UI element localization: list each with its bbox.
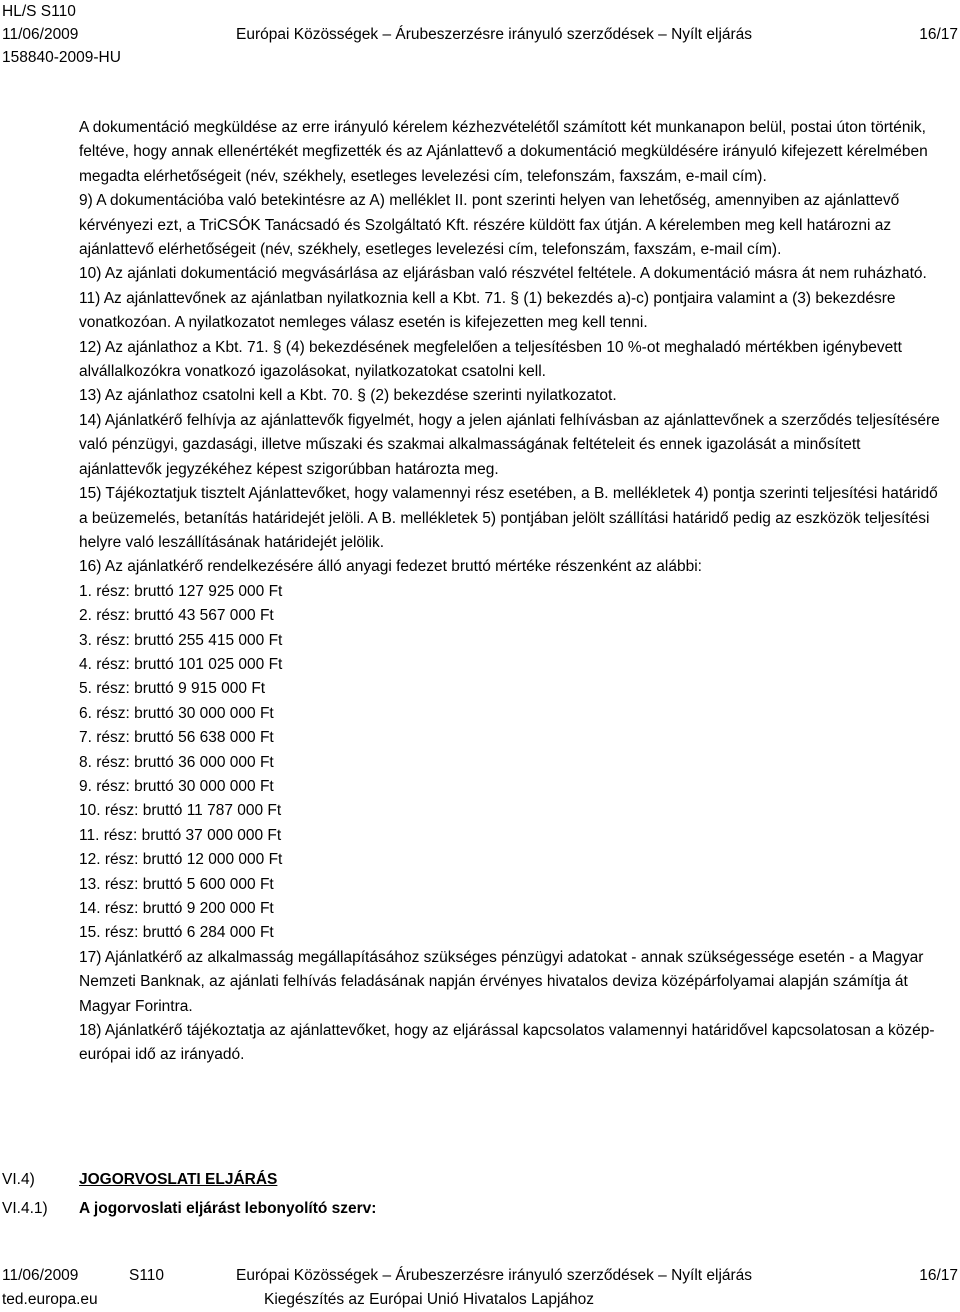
footer-site-link[interactable]: ted.europa.eu [2,1291,98,1308]
section-title: A jogorvoslati eljárást lebonyolító szerv: [79,1200,377,1217]
header-row-2 [2,23,958,46]
header-page-number: 16/17 [919,26,958,43]
footer-page-number: 16/17 [919,1267,958,1284]
footer-series: S110 [129,1267,165,1284]
footer-title: Európai Közösségek – Árubeszerzésre irányuló szerződések – Nyílt eljárás [236,1267,753,1284]
section-title: JOGORVOSLATI ELJÁRÁS [79,1171,278,1188]
paragraph-17: 17) Ajánlatkérő az alkalmasság megállapításához szükséges pénzügyi adatokat - annak szükségessége esetén - a Magyar Nemzeti Banknak, az ajánlati felhívás feladásának napján érvényes hivatalos deviza középárfolyamai alapján számítja át Magyar Forintra. [79,948,924,1015]
list-item: 8. rész: bruttó 36 000 000 Ft [79,753,274,771]
section-number: VI.4.1) [2,1200,48,1217]
header-date: 11/06/2009 [2,26,79,43]
page-header [2,0,958,69]
paragraph-documentation-delivery: A dokumentáció megküldése az erre irányuló kérelem kézhezvételétől számított két munkanapon belül, postai úton történik, feltéve, hogy annak ellenértékét megfizették és az Ajánlattevő a dokumentáció megküldésére irányuló kifejezett kérelmében megadta elérhetőségeit (név, székhely, esetleges levelezési cím, telefonszám, faxszám, e-mail cím). [79,119,928,185]
paragraph-15: 15) Tájékoztatjuk tisztelt Ajánlattevőket, hogy valamennyi rész esetében, a B. mellékletek 4) pontja szerinti teljesítési határidő a beüzemelés, betanítás határidejét jelöli. A B. mellékletek 5) pontjában jelölt szállítási határidő pedig az eszközök teljesítési helyre való leszállításának határidejét jelölik. [79,485,938,551]
list-item: 1. rész: bruttó 127 925 000 Ft [79,582,283,600]
footer-date: 11/06/2009 [2,1267,79,1284]
page-footer [2,1264,958,1312]
paragraph-12: 12) Az ajánlathoz a Kbt. 71. § (4) bekezdésének megfelelően a teljesítésben 10 %-ot meghaladó mértékben igénybevett alvállalkozókra vonatkozó igazolásokat, nyilatkozatokat csatolni kell. [79,338,902,381]
paragraph-11: 11) Az ajánlattevőnek az ajánlatban nyilatkoznia kell a Kbt. 71. § (1) bekezdés a)-c) pontjaira valamint a (3) bekezdésre vonatkozóan. A nyilatkozatot nemleges válasz esetén is kifejezetten meg kell tenni. [79,289,896,332]
paragraph-13: 13) Az ajánlathoz csatolni kell a Kbt. 70. § (2) bekezdése szerinti nyilatkozatot. [79,387,617,405]
paragraph-18: 18) Ajánlatkérő tájékoztatja az ajánlattevőket, hogy az eljárással kapcsolatos valamennyi határidővel kapcsolatosan a közép-európai idő az irányadó. [79,1022,935,1064]
paragraph-9: 9) A dokumentációba való betekintésre az A) melléklet II. pont szerinti helyen van lehetőség, amennyiben az ajánlattevő kérvényezi ezt, a TriCSÓK Tanácsadó és Szolgáltató Kft. részére küldött fax útján. A kérelemben meg kell határozni az ajánlattevő elérhetőségeit (név, székhely, esetleges levelezési cím, telefonszám, faxszám, e-mail cím). [79,192,900,259]
list-item: 6. rész: bruttó 30 000 000 Ft [79,704,274,722]
section-number: VI.4) [2,1171,35,1188]
list-item: 11. rész: bruttó 37 000 000 Ft [79,826,282,844]
list-item: 14. rész: bruttó 9 200 000 Ft [79,900,274,917]
budget-parts-list [79,580,941,946]
paragraph-16: 16) Az ajánlatkérő rendelkezésére álló anyagi fedezet bruttó mértéke részenként az alábbi: [79,558,702,576]
header-title: Európai Közösségek – Árubeszerzésre irányuló szerződések – Nyílt eljárás [236,26,753,43]
list-item: 13. rész: bruttó 5 600 000 Ft [79,875,274,893]
list-item: 10. rész: bruttó 11 787 000 Ft [79,802,282,820]
header-reference: 158840-2009-HU [2,49,121,66]
list-item: 7. rész: bruttó 56 638 000 Ft [79,729,274,747]
list-item: 2. rész: bruttó 43 567 000 Ft [79,607,274,625]
paragraph-10: 10) Az ajánlati dokumentáció megvásárlása az eljárásban való részvétel feltétele. A dokumentáció másra át nem ruházható. [79,265,927,283]
list-item: 5. rész: bruttó 9 915 000 Ft [79,680,266,698]
paragraph-14: 14) Ajánlatkérő felhívja az ajánlattevők figyelmét, hogy a jelen ajánlati felhívásban az ajánlattevőnek a szerződés teljesítésére való pénzügyi, gazdasági, illetve műszaki és szakmai alkalmasságának feltételeit és ennek igazolását a minősített ajánlattevők jegyzékéhez képest szigorúbban határozta meg. [79,411,940,478]
main-content [79,116,941,1068]
footer-row-1 [2,1264,958,1288]
list-item: 4. rész: bruttó 101 025 000 Ft [79,655,283,673]
list-item: 9. rész: bruttó 30 000 000 Ft [79,777,274,795]
list-item: 12. rész: bruttó 12 000 000 Ft [79,851,283,869]
footer-row-2 [2,1288,958,1312]
header-row-1 [2,0,958,23]
footer-supplement: Kiegészítés az Európai Unió Hivatalos Lapjához [264,1291,594,1308]
list-item: 3. rész: bruttó 255 415 000 Ft [79,631,283,649]
header-row-3 [2,46,958,69]
list-item: 15. rész: bruttó 6 284 000 Ft [79,924,274,942]
doc-id: HL/S S110 [2,3,76,20]
